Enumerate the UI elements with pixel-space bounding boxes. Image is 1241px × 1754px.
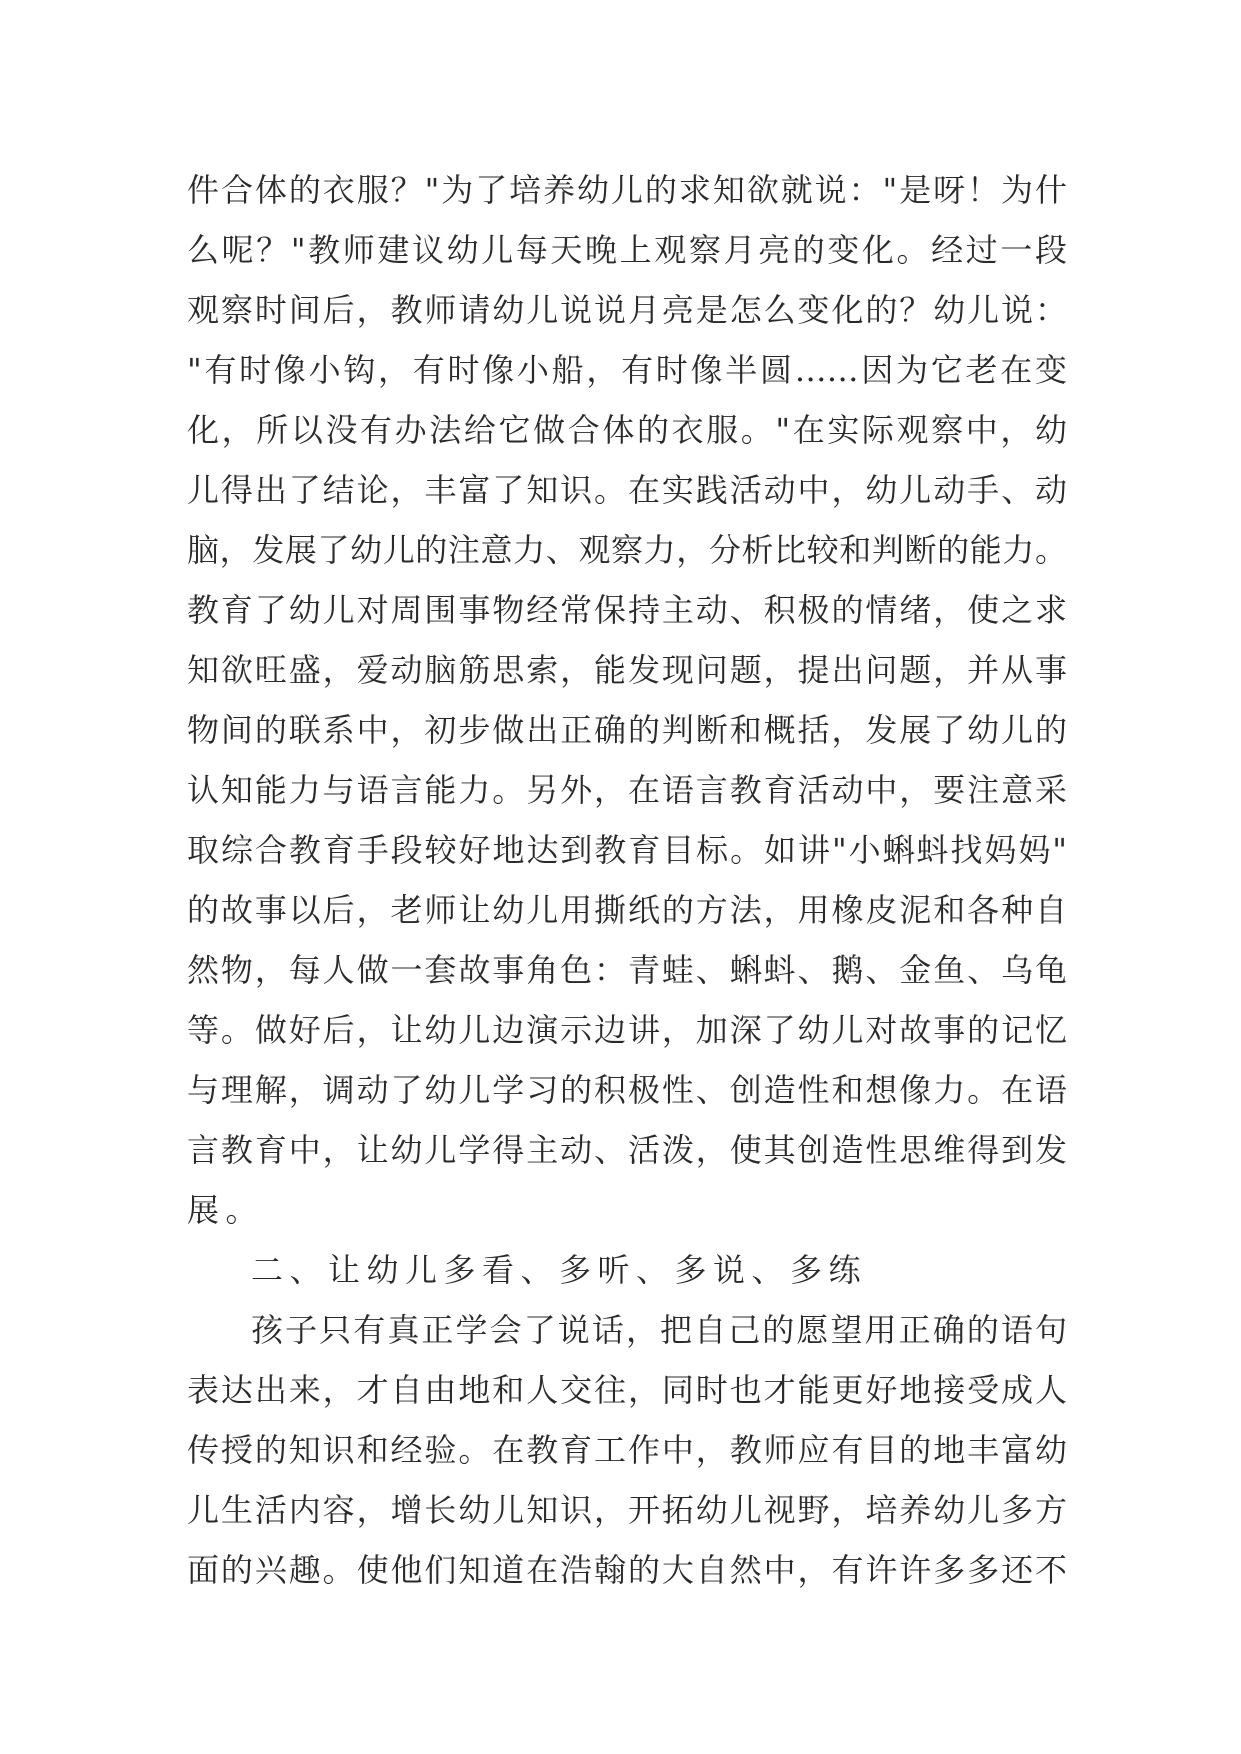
paragraph-line: 脑，发展了幼儿的注意力、观察力，分析比较和判断的能力。 <box>187 531 1067 569</box>
paragraph-line: 展。 <box>187 1191 265 1229</box>
paragraph-line: 物间的联系中，初步做出正确的判断和概括，发展了幼儿的 <box>187 711 1067 749</box>
paragraph-line: 言教育中，让幼儿学得主动、活泼，使其创造性思维得到发 <box>187 1131 1067 1169</box>
paragraph-line: 认知能力与语言能力。另外，在语言教育活动中，要注意采 <box>187 771 1067 809</box>
paragraph-line: 与理解，调动了幼儿学习的积极性、创造性和想像力。在语 <box>187 1071 1067 1109</box>
paragraph-line: 等。做好后，让幼儿边演示边讲，加深了幼儿对故事的记忆 <box>187 1011 1067 1049</box>
paragraph-line: 表达出来，才自由地和人交往，同时也才能更好地接受成人 <box>187 1371 1067 1409</box>
section-heading: 二、让幼儿多看、多听、多说、多练 <box>251 1251 868 1289</box>
paragraph-line: 面的兴趣。使他们知道在浩翰的大自然中，有许许多多还不 <box>187 1551 1067 1589</box>
paragraph-line: 儿生活内容，增长幼儿知识，开拓幼儿视野，培养幼儿多方 <box>187 1491 1067 1529</box>
paragraph-line: "有时像小钩，有时像小船，有时像半圆……因为它老在变 <box>187 351 1067 389</box>
document-body <box>187 160 1067 1600</box>
paragraph-line: 取综合教育手段较好地达到教育目标。如讲"小蝌蚪找妈妈" <box>187 831 1067 869</box>
paragraph-line: 儿得出了结论，丰富了知识。在实践活动中，幼儿动手、动 <box>187 471 1067 509</box>
paragraph-line: 孩子只有真正学会了说话，把自己的愿望用正确的语句 <box>251 1311 1067 1349</box>
paragraph-line: 知欲旺盛，爱动脑筋思索，能发现问题，提出问题，并从事 <box>187 651 1067 689</box>
paragraph-line: 的故事以后，老师让幼儿用撕纸的方法，用橡皮泥和各种自 <box>187 891 1067 929</box>
paragraph-line: 然物，每人做一套故事角色：青蛙、蝌蚪、鹅、金鱼、乌龟 <box>187 951 1067 989</box>
paragraph-line: 么呢？"教师建议幼儿每天晚上观察月亮的变化。经过一段 <box>187 231 1067 269</box>
paragraph-line: 化，所以没有办法给它做合体的衣服。"在实际观察中，幼 <box>187 411 1067 449</box>
paragraph-line: 件合体的衣服？"为了培养幼儿的求知欲就说："是呀！为什 <box>187 171 1067 209</box>
paragraph-line: 教育了幼儿对周围事物经常保持主动、积极的情绪，使之求 <box>187 591 1067 629</box>
paragraph-line: 传授的知识和经验。在教育工作中，教师应有目的地丰富幼 <box>187 1431 1067 1469</box>
paragraph-line: 观察时间后，教师请幼儿说说月亮是怎么变化的？幼儿说： <box>187 291 1067 329</box>
